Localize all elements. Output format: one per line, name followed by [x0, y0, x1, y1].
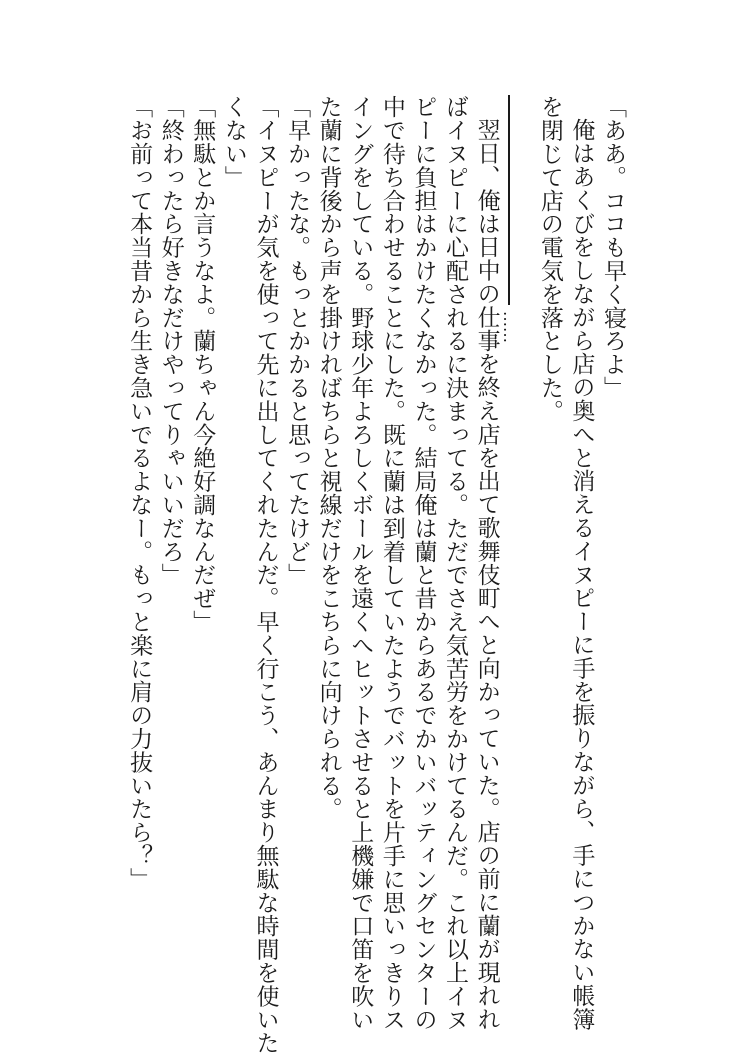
text-line: 「終わったら好きなだけやってりゃいいだろ」 [157, 95, 184, 587]
text-line: 「無駄とか言うなよ。蘭ちゃん今絶好調なんだぜ」 [189, 95, 216, 634]
vertical-text-block [123, 95, 629, 1054]
text-line: 「早かったな。もっとかかると思ってたけど」 [284, 95, 311, 587]
text-line: 「ああ。ココも早く寝ろよ」 [600, 95, 626, 400]
text-line: ばイヌピーに心配されるに決まってる。ただでさえ気苦労をかけてるんだ。これ以上イヌ [442, 95, 469, 1031]
separator-rule [508, 95, 510, 305]
text-line: ピーに負担はかけたくなかった。結局俺は蘭と昔からあるでかいバッティングセンターの [410, 95, 437, 1031]
text-line: くない」 [220, 95, 247, 189]
text-line: イングをしている。野球少年よろしくボールを遠くへヒットさせると上機嫌で口笛を吹い [347, 95, 374, 1031]
text-line: 「お前って本当昔から生き急いでるよなー。もっと楽に肩の力抜いたら？」 [126, 95, 153, 891]
text-line: 「イヌピーが気を使って先に出してくれたんだ。早く行こう、あんまり無駄な時間を使いた [252, 95, 279, 1054]
scene-separator [501, 95, 517, 355]
text-line: 翌日、俺は日中の仕事を終え店を出て歌舞伎町へと向かっていた。店の前に蘭が現れれ [473, 118, 500, 1031]
separator-dots: …… [500, 311, 519, 343]
text-line: 俺はあくびをしながら店の奥へと消えるイヌピーに手を振りながら、手につかない帳簿 [568, 118, 595, 1031]
text-line: を閉じて店の電気を落とした。 [536, 95, 563, 423]
text-line: た蘭に背後から声を掛ければちらと視線だけをこちらに向けられる。 [315, 95, 342, 821]
text-line: 中で待ち合わせることにした。既に蘭は到着していたようでバットを片手に思いっきりス [378, 95, 405, 1031]
